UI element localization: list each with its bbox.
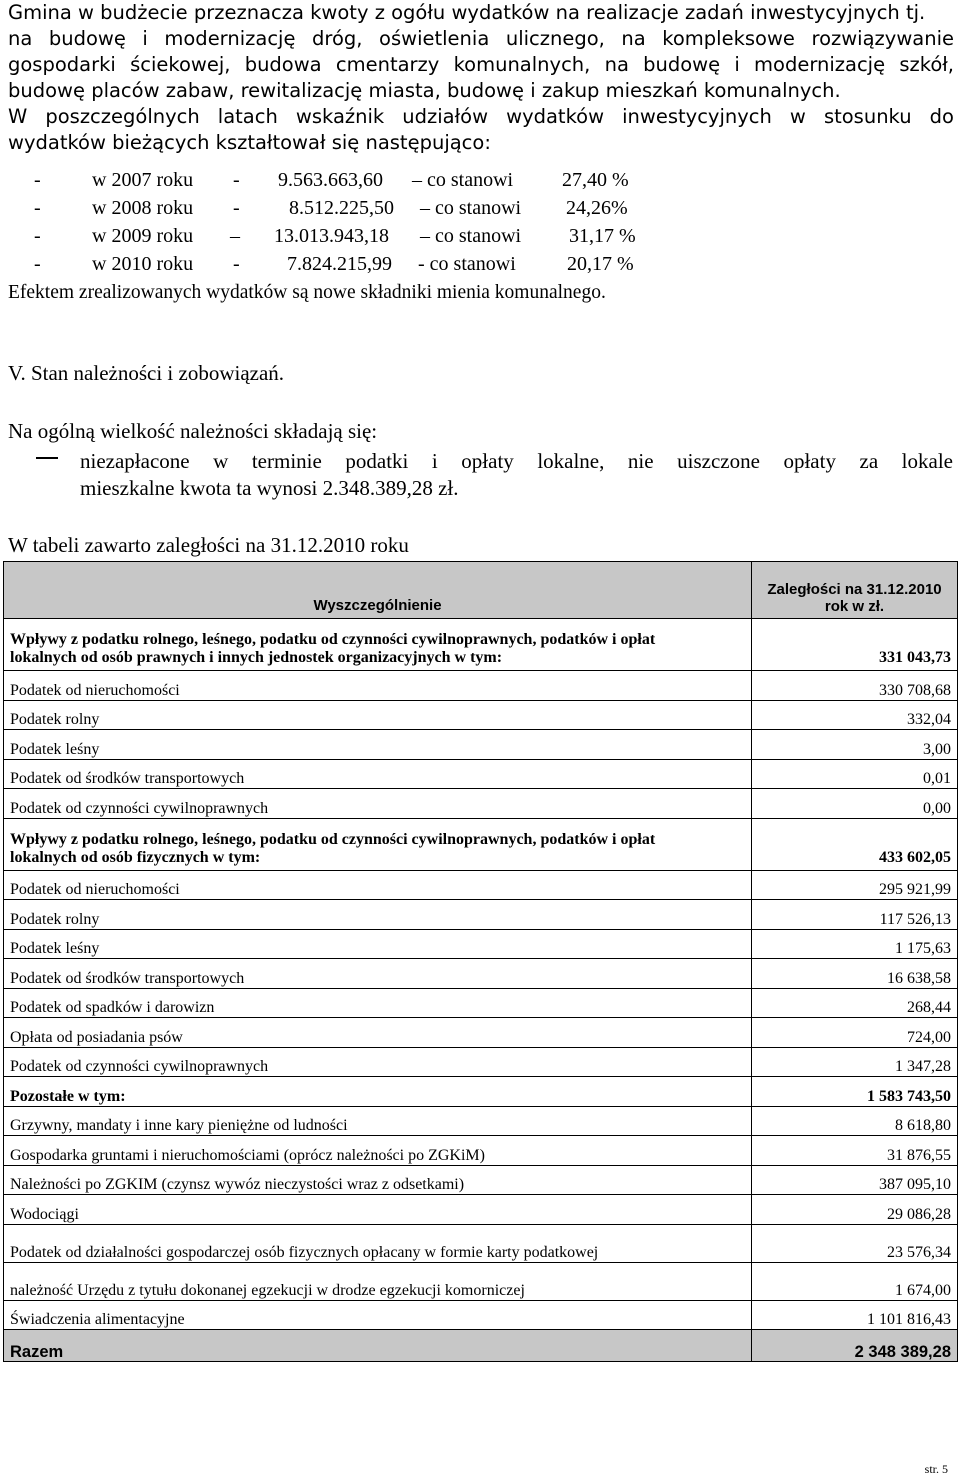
table-row <box>4 1077 958 1107</box>
table-header-row <box>4 562 958 619</box>
share-label: – co stanowi <box>420 225 522 247</box>
table-row <box>4 730 958 760</box>
row-value: 0,00 <box>752 789 958 819</box>
header-amount-line: rok w zł. <box>824 598 885 615</box>
table-row <box>4 671 958 701</box>
bullet-dash: - <box>34 225 41 247</box>
amount: 8.512.225,50 <box>289 197 394 219</box>
row-value: 330 708,68 <box>752 671 958 701</box>
row-value: 724,00 <box>752 1018 958 1048</box>
table-row <box>4 1106 958 1136</box>
row-value: 433 602,05 <box>752 818 958 870</box>
row-value: 0,01 <box>752 759 958 789</box>
row-value: 117 526,13 <box>752 900 958 930</box>
receivables-intro: Na ogólną wielkość należności składają się: <box>8 419 378 443</box>
bullet-dash: - <box>34 169 41 191</box>
table-row <box>4 619 958 671</box>
row-label: Świadczenia alimentacyjne <box>4 1300 752 1330</box>
row-label: Podatek od działalności gospodarczej osób fizycznych opłacany w formie karty podatkowej <box>4 1224 752 1262</box>
bullet-dash: - <box>34 197 41 219</box>
intro-paragraph <box>8 0 954 156</box>
row-label: Podatek od nieruchomości <box>4 671 752 701</box>
row-value: 16 638,58 <box>752 959 958 989</box>
bullet-dash-icon <box>36 457 58 459</box>
row-value: 31 876,55 <box>752 1136 958 1166</box>
year-label: w 2008 roku <box>92 197 194 219</box>
row-value: 332,04 <box>752 700 958 730</box>
page-number: str. 5 <box>924 1462 948 1476</box>
intro-line: gospodarki ściekowej, budowa cmentarzy komunalnych, na budowę i modernizację szkół, <box>8 53 954 76</box>
effect-text: Efektem zrealizowanych wydatków są nowe składniki mienia komunalnego. <box>8 282 606 303</box>
separator: - <box>233 253 240 275</box>
row-label: Pozostałe w tym: <box>4 1077 752 1107</box>
table-row <box>4 1262 958 1300</box>
row-value: 23 576,34 <box>752 1224 958 1262</box>
section-heading: V. Stan należności i zobowiązań. <box>8 361 285 385</box>
table-row <box>4 1224 958 1262</box>
header-amount <box>752 562 958 619</box>
table-row <box>4 959 958 989</box>
table-row <box>4 1047 958 1077</box>
arrears-table <box>3 561 958 1362</box>
row-label: Grzywny, mandaty i inne kary pieniężne od ludności <box>4 1106 752 1136</box>
table-row <box>4 1195 958 1225</box>
share-label: – co stanowi <box>420 197 522 219</box>
intro-line: na budowę i modernizację dróg, oświetlenia ulicznego, na kompleksowe rozwiązywanie <box>8 27 954 50</box>
share-percent: 31,17 % <box>569 225 636 247</box>
row-value: 8 618,80 <box>752 1106 958 1136</box>
year-label: w 2010 roku <box>92 253 194 275</box>
receivables-line: mieszkalne kwota ta wynosi 2.348.389,28 zł. <box>80 476 459 500</box>
receivables-line: niezapłacone w terminie podatki i opłaty lokalne, nie uiszczone opłaty za lokale <box>80 449 953 473</box>
total-label: Razem <box>4 1330 752 1362</box>
row-label: Podatek od nieruchomości <box>4 870 752 900</box>
intro-line: W poszczególnych latach wskaźnik udziałów wydatków inwestycyjnych w stosunku do <box>8 105 954 128</box>
year-label: w 2009 roku <box>92 225 194 247</box>
table-row <box>4 1165 958 1195</box>
row-label: Należności po ZGKIM (czynsz wywóz nieczystości wraz z odsetkami) <box>4 1165 752 1195</box>
table-row <box>4 1136 958 1166</box>
row-value: 1 101 816,43 <box>752 1300 958 1330</box>
row-label: Podatek rolny <box>4 900 752 930</box>
row-label: Podatek od środków transportowych <box>4 959 752 989</box>
row-value: 1 175,63 <box>752 929 958 959</box>
row-value: 295 921,99 <box>752 870 958 900</box>
row-label: Wpływy z podatku rolnego, leśnego, podatku od czynności cywilnoprawnych, podatków i opłat lokalnych od osób prawnych i innych jednostek organizacyjnych w tym: <box>4 619 752 671</box>
total-value: 2 348 389,28 <box>752 1330 958 1362</box>
row-label: Podatek leśny <box>4 929 752 959</box>
separator: – <box>230 225 240 247</box>
table-total-row <box>4 1330 958 1362</box>
table-body <box>4 619 958 1330</box>
separator: - <box>233 197 240 219</box>
table-row <box>4 900 958 930</box>
share-percent: 27,40 % <box>562 169 629 191</box>
row-label: Podatek od spadków i darowizn <box>4 988 752 1018</box>
receivables-item <box>80 448 953 502</box>
row-label: Wpływy z podatku rolnego, leśnego, podatku od czynności cywilnoprawnych, podatków i opłat lokalnych od osób fizycznych w tym: <box>4 818 752 870</box>
row-value: 268,44 <box>752 988 958 1018</box>
table-row <box>4 1300 958 1330</box>
bullet-dash: - <box>34 253 41 275</box>
table-caption: W tabeli zawarto zaległości na 31.12.2010 roku <box>8 533 409 557</box>
table-row <box>4 870 958 900</box>
row-label: należność Urzędu z tytułu dokonanej egzekucji w drodze egzekucji komorniczej <box>4 1262 752 1300</box>
table-row <box>4 818 958 870</box>
share-label: – co stanowi <box>412 169 514 191</box>
table-row <box>4 988 958 1018</box>
row-label: Podatek od środków transportowych <box>4 759 752 789</box>
row-label: Gospodarka gruntami i nieruchomościami (oprócz należności po ZGKiM) <box>4 1136 752 1166</box>
intro-line: wydatków bieżących kształtował się następująco: <box>8 131 491 154</box>
table-row <box>4 789 958 819</box>
row-value: 3,00 <box>752 730 958 760</box>
share-percent: 24,26% <box>566 197 628 219</box>
header-amount-line: Zaległości na 31.12.2010 <box>767 581 942 598</box>
row-value: 29 086,28 <box>752 1195 958 1225</box>
share-percent: 20,17 % <box>567 253 634 275</box>
intro-line: Gmina w budżecie przeznacza kwoty z ogółu wydatków na realizacje zadań inwestycyjnych tj. <box>8 1 926 24</box>
row-label: Podatek rolny <box>4 700 752 730</box>
row-value: 1 583 743,50 <box>752 1077 958 1107</box>
year-label: w 2007 roku <box>92 169 194 191</box>
row-label: Podatek leśny <box>4 730 752 760</box>
row-value: 331 043,73 <box>752 619 958 671</box>
row-label: Podatek od czynności cywilnoprawnych <box>4 1047 752 1077</box>
share-label: - co stanowi <box>418 253 516 275</box>
table-row <box>4 759 958 789</box>
row-label: Opłata od posiadania psów <box>4 1018 752 1048</box>
row-label: Podatek od czynności cywilnoprawnych <box>4 789 752 819</box>
row-value: 387 095,10 <box>752 1165 958 1195</box>
header-description: Wyszczególnienie <box>4 562 752 619</box>
row-label: Wodociągi <box>4 1195 752 1225</box>
row-value: 1 347,28 <box>752 1047 958 1077</box>
amount: 13.013.943,18 <box>274 225 389 247</box>
table-row <box>4 1018 958 1048</box>
amount: 7.824.215,99 <box>287 253 392 275</box>
row-value: 1 674,00 <box>752 1262 958 1300</box>
separator: - <box>233 169 240 191</box>
table-row <box>4 700 958 730</box>
intro-line: budowę placów zabaw, rewitalizację miasta, budowę i zakup mieszkań komunalnych. <box>8 79 841 102</box>
table-row <box>4 929 958 959</box>
amount: 9.563.663,60 <box>278 169 383 191</box>
